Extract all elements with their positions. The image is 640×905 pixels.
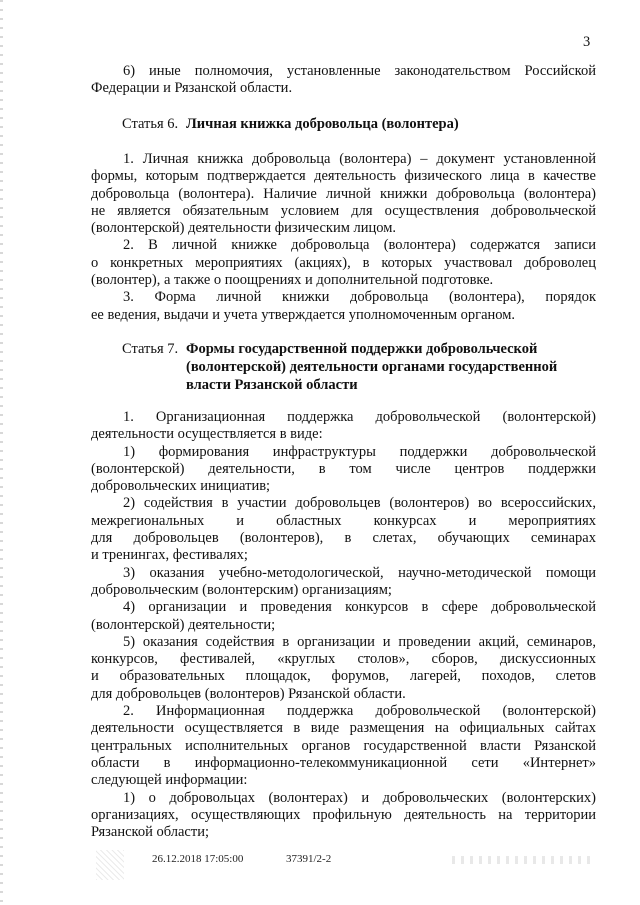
article-7-label: Статья 7. [122,341,179,357]
text-line: 1) о добровольцах (волонтерах) и добровольческих (волонтерских) [123,789,596,806]
text-line: для добровольцев (волонтеров), в слетах, обучающих семинарах [91,530,596,547]
article-7-body [91,409,596,841]
text-line: 1. Организационная поддержка добровольческой (волонтерской) [123,409,596,425]
text-line: добровольца (волонтера). Наличие личной книжки добровольца (волонтера) [91,185,596,202]
faint-stamp-marks [96,850,124,880]
text-line: ее ведения, выдачи и учета утверждается уполномоченным органом. [91,306,516,323]
text-line: формы, которым подтверждается деятельность физического лица в качестве [91,168,596,185]
text-line: (волонтерской) деятельности физическим лицом. [91,220,397,237]
article-6-paragraph-3 [91,289,596,324]
text-line: 5) оказания содействия в организации и проведении акций, семинаров, [123,633,596,650]
page-number: 3 [583,34,591,50]
article-7-item [91,444,596,496]
text-line: 1) формирования инфраструктуры поддержки добровольческой [123,443,596,460]
top-paragraph [91,63,596,98]
footer-datetime: 26.12.2018 17:05:00 [152,853,244,865]
text-line: 6) иные полномочия, установленные законодательством Российской [123,63,596,79]
text-line: деятельности осуществляется в виде размещения на официальных сайтах [91,720,596,737]
footer-doc-code: 37391/2-2 [286,853,332,865]
text-line: 2) содействия в участии добровольцев (волонтеров) во всероссийских, [123,495,596,512]
text-line: добровольческим (волонтерским) организациям; [91,581,392,598]
article-7-item [91,495,596,564]
article-6-label: Статья 6. [122,116,179,132]
article-7-heading [122,341,592,395]
text-line: следующей информации: [91,772,248,789]
article-6-body [91,151,596,324]
text-line: не является обязательным условием для осуществления добровольческой [91,202,596,219]
text-line: 2. Информационная поддержка добровольческой (волонтерской) [123,703,596,720]
article-7-paragraph [91,409,596,444]
text-line: организациях, осуществляющих профильную деятельность на территории [91,806,596,823]
text-line: 3) оказания учебно-методологической, научно-методической помощи [123,564,596,581]
text-line: конкурсов, фестивалей, «круглых столов», сборов, дискуссионных [91,651,596,668]
article-7-paragraph [91,703,596,789]
scan-edge-marks [0,0,3,905]
text-line: (волонтер), а также о поощрениях и дополнительной подготовке. [91,272,494,289]
text-line: области в информационно-телекоммуникационной сети «Интернет» [91,754,596,771]
text-line: добровольческих инициатив; [91,478,271,495]
text-line: деятельности осуществляется в виде: [91,426,323,443]
article-7-title-line: власти Рязанской области [186,377,358,393]
article-7-title-line: Формы государственной поддержки добровольческой [186,341,538,357]
text-line: 3. Форма личной книжки добровольца (волонтера), порядок [123,289,596,306]
article-6-paragraph-2 [91,237,596,289]
text-line: (волонтерской) деятельности; [91,616,276,633]
text-line: и образовательных площадок, форумов, лагерей, походов, слетов [91,668,596,685]
text-line: 1. Личная книжка добровольца (волонтера) – документ установленной [123,151,596,167]
article-6-paragraph-1 [91,151,596,237]
text-line: Рязанской области; [91,824,209,841]
text-line: 4) организации и проведения конкурсов в сфере добровольческой [123,599,596,616]
text-line: Федерации и Рязанской области. [91,80,293,97]
faint-footer-marks [452,856,592,864]
article-6-heading [122,116,592,134]
article-7-item [91,565,596,600]
text-line: (волонтерской) деятельности, в том числе центров поддержки [91,460,596,477]
article-7-item [91,634,596,703]
text-line: центральных исполнительных органов государственной власти Рязанской [91,737,596,754]
article-7-title-line: (волонтерской) деятельности органами государственной [186,359,558,375]
text-line: о конкретных мероприятиях (акциях), в которых участвовал доброволец [91,254,596,271]
text-line: 2. В личной книжке добровольца (волонтера) содержатся записи [123,237,596,254]
article-6-title: Личная книжка добровольца (волонтера) [186,116,459,132]
text-line: межрегиональных и областных конкурсах и мероприятиях [91,512,596,529]
text-line: и тренингах, фестивалях; [91,547,248,564]
text-line: для добровольцев (волонтеров) Рязанской области. [91,685,406,702]
article-7-item [91,599,596,634]
article-7-item [91,790,596,842]
